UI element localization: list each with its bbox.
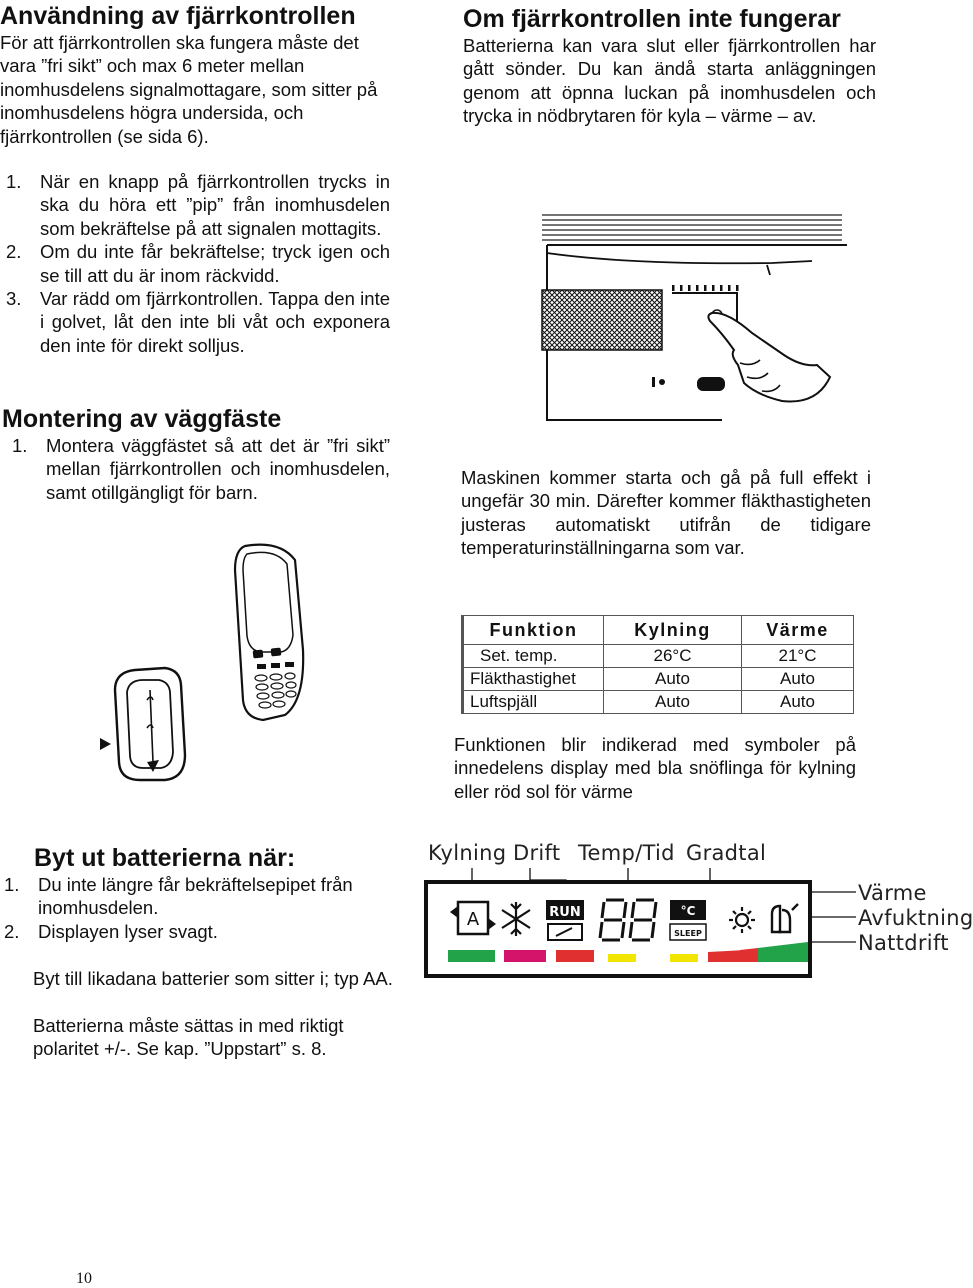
indicator-bar <box>556 950 594 962</box>
indicator-bar <box>670 954 698 962</box>
remote-bracket-illustration <box>95 540 325 790</box>
table-row: Luftspjäll Auto Auto <box>463 691 854 714</box>
indicator-bars <box>440 940 815 970</box>
list-item: 3. Var rädd om fjärrkontrollen. Tappa den inte i golvet, låt den inte bli våt och exponera den inte för direkt solljus. <box>6 288 390 356</box>
celsius-icon <box>670 900 706 940</box>
function-table <box>461 615 854 714</box>
label-nattdrift: Nattdrift <box>858 931 949 955</box>
usage-intro: För att fjärrkontrollen ska fungera måste det vara ”fri sikt” och max 6 meter mellan inomhusdelens signalmottagare, som sitter på inomhusdelens högra undersida, och fjärrkontrollen (se sida 6). <box>0 32 378 147</box>
label-gradtal: Gradtal <box>686 841 767 865</box>
battery-note-polarity: Batterierna måste sättas in med riktigt polaritet +/-. Se kap. ”Uppstart” s. 8. <box>33 1015 344 1060</box>
full-effect-text: Maskinen kommer starta och gå på full effekt i ungefär 30 min. Därefter kommer fläkthastigheten justeras automatiskt utifrån de tidigare temperaturinställningarna som var. <box>461 467 871 559</box>
svg-text:SLEEP: SLEEP <box>674 929 702 938</box>
not-working-section <box>463 5 876 128</box>
indicator-text: Funktionen blir indikerad med symboler på innedelens display med bla snöflinga för kylning eller röd sol för värme <box>454 734 856 802</box>
table-row: Set. temp. 26°C 21°C <box>463 645 854 668</box>
not-working-text: Batterierna kan vara slut eller fjärrkontrollen har gått sönder. Du kan ändå starta anläggningen genom att öpnna luckan på inomhusdelen och trycka in nödbrytaren för kyla – värme – av. <box>463 35 876 127</box>
list-item: 2. Om du inte får bekräftelse; tryck igen och se till att du är inom räckvidd. <box>6 241 390 286</box>
svg-text:A: A <box>466 909 480 930</box>
usage-steps <box>0 170 390 357</box>
indoor-unit-illustration <box>512 205 852 430</box>
svg-text:°C: °C <box>680 904 696 918</box>
list-item: 1. Montera väggfästet så att det är ”fri sikt” mellan fjärrkontrollen och inomhusdelen, samt otillgängligt för barn. <box>12 435 390 503</box>
list-item: 1. Du inte längre får bekräftelsepipet från inomhusdelen. <box>4 874 353 919</box>
list-item: 2. Displayen lyser svagt. <box>4 920 218 942</box>
table-header-row <box>463 616 854 645</box>
battery-title: Byt ut batterierna när: <box>34 844 296 872</box>
page-number: 10 <box>76 1270 92 1287</box>
usage-title: Användning av fjärrkontrollen <box>0 2 356 30</box>
mount-steps <box>0 434 390 504</box>
label-kylning: Kylning <box>428 841 507 865</box>
indicator-bar <box>740 948 758 962</box>
label-varme: Värme <box>858 881 927 905</box>
label-temp-tid: Temp/Tid <box>578 841 675 865</box>
indicator-bar <box>758 942 808 962</box>
mount-title: Montering av väggfäste <box>2 405 282 433</box>
label-drift: Drift <box>513 841 561 865</box>
list-item: 1. När en knapp på fjärrkontrollen trycks in ska du höra ett ”pip” från inomhusdelen som bekräftelse på att signalen mottagits. <box>6 171 390 239</box>
not-working-title: Om fjärrkontrollen inte fungerar <box>463 5 841 33</box>
indicator-bar <box>504 950 546 962</box>
table-header: Kylning <box>604 616 742 645</box>
battery-note-type: Byt till likadana batterier som sitter i; typ AA. <box>33 968 393 989</box>
indicator-bar <box>448 950 495 962</box>
table-header: Funktion <box>463 616 604 645</box>
indicator-bar <box>608 954 636 962</box>
label-avfuktning: Avfuktning <box>858 906 973 930</box>
table-row: Fläkthastighet Auto Auto <box>463 668 854 691</box>
usage-section <box>0 2 390 148</box>
battery-steps <box>0 873 390 943</box>
table-header: Värme <box>742 616 854 645</box>
svg-text:RUN: RUN <box>549 905 581 920</box>
